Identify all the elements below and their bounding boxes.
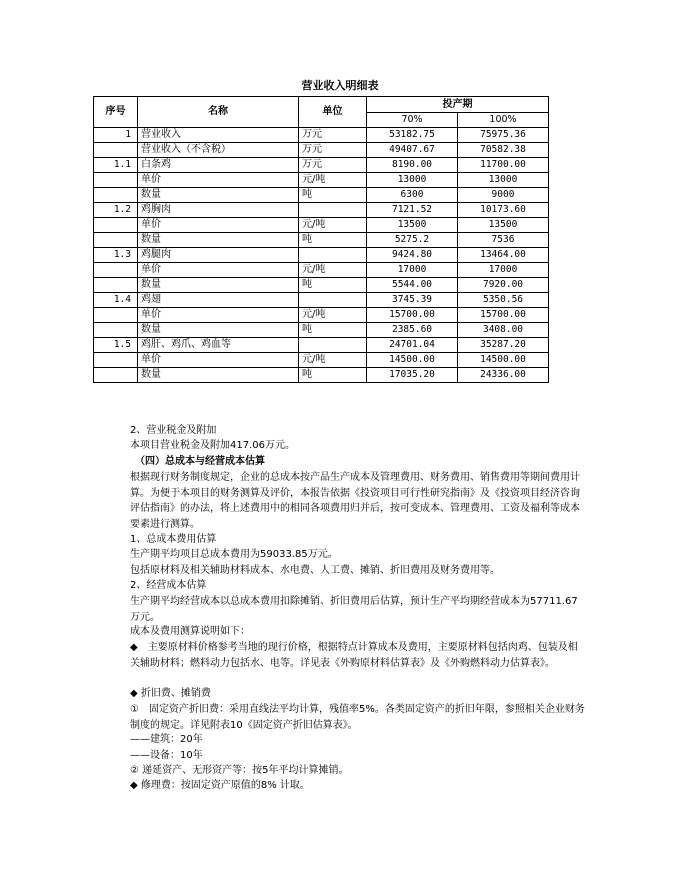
para-cost-basis: 根据现行财务制度规定，企业的总成本按产品生产成本及管理费用、财务费用、销售费用等期间费用计算。为便于本项目的财务测算及评价，本报告依据《投资项目可行性研究指南》及《投资项目经济咨询评估指南》的办法，将上述费用中的相同各项费用归并后，按可变成本、管理费用、工资及福利等成本要素进行测算。 <box>130 472 580 530</box>
row-name: 数量 <box>138 233 299 248</box>
table-row <box>94 248 549 263</box>
table-row <box>94 353 549 368</box>
header-unit: 单位 <box>299 97 367 128</box>
tax-line: 本项目营业税金及附加417.06万元。 <box>130 440 295 451</box>
row-name: 白条鸡 <box>138 158 299 173</box>
row-unit: 吨 <box>299 188 367 203</box>
row-value-100: 7920.00 <box>458 278 549 293</box>
table-row <box>94 128 549 143</box>
table-row <box>94 173 549 188</box>
row-unit: 吨 <box>299 278 367 293</box>
table-row <box>94 233 549 248</box>
row-value-100: 75975.36 <box>458 128 549 143</box>
row-value-70: 14500.00 <box>367 353 458 368</box>
depreciation-heading: ◆ 折旧费、摊销费 <box>130 688 211 699</box>
row-value-70: 53182.75 <box>367 128 458 143</box>
table-row <box>94 218 549 233</box>
row-name: 数量 <box>138 188 299 203</box>
row-name: 单价 <box>138 218 299 233</box>
row-name: 鸡肝、鸡爪、鸡血等 <box>138 338 299 353</box>
row-value-70: 5544.00 <box>367 278 458 293</box>
row-value-70: 6300 <box>367 188 458 203</box>
table-row <box>94 323 549 338</box>
row-value-100: 13000 <box>458 173 549 188</box>
table-row <box>94 368 549 383</box>
row-unit: 万元 <box>299 158 367 173</box>
row-name: 鸡翅 <box>138 293 299 308</box>
header-100: 100% <box>458 113 549 128</box>
row-value-70: 2385.60 <box>367 323 458 338</box>
row-value-70: 49407.67 <box>367 143 458 158</box>
row-value-100: 3408.00 <box>458 323 549 338</box>
table-row <box>94 188 549 203</box>
table-row <box>94 263 549 278</box>
row-value-100: 10173.60 <box>458 203 549 218</box>
repair-line: ◆ 修理费：按固定资产原值的8% 计取。 <box>130 780 310 791</box>
row-number <box>94 173 138 188</box>
row-value-100: 70582.38 <box>458 143 549 158</box>
row-unit: 吨 <box>299 233 367 248</box>
row-value-100: 35287.20 <box>458 338 549 353</box>
table-row <box>94 278 549 293</box>
row-name: 鸡腿肉 <box>138 248 299 263</box>
para-materials: ◆ 主要原材料价格参考当地的现行价格，根据特点计算成本及费用，主要原材料包括肉鸡、包装及相关辅助材料；燃料动力包括水、电等。详见表《外购原材料估算表》及《外购燃料动力估算表》。 <box>130 642 578 669</box>
row-value-100: 13500 <box>458 218 549 233</box>
row-number <box>94 353 138 368</box>
row-unit: 元/吨 <box>299 308 367 323</box>
row-value-70: 17000 <box>367 263 458 278</box>
row-unit <box>299 203 367 218</box>
row-value-100: 17000 <box>458 263 549 278</box>
equipment-years: ——设备：10年 <box>130 750 203 761</box>
row-value-70: 5275.2 <box>367 233 458 248</box>
total-cost-includes: 包括原材料及相关辅助材料成本、水电费、人工费、摊销、折旧费用及财务费用等。 <box>130 565 500 576</box>
row-number <box>94 218 138 233</box>
row-value-100: 5350.56 <box>458 293 549 308</box>
row-value-70: 13500 <box>367 218 458 233</box>
row-unit: 万元 <box>299 128 367 143</box>
row-number <box>94 368 138 383</box>
row-name: 鸡胸肉 <box>138 203 299 218</box>
row-unit: 吨 <box>299 323 367 338</box>
notes-heading: 成本及费用测算说明如下： <box>130 626 250 637</box>
row-unit <box>299 248 367 263</box>
row-unit: 元/吨 <box>299 353 367 368</box>
row-number: 1.5 <box>94 338 138 353</box>
operating-cost-heading: 2、经营成本估算 <box>130 580 207 591</box>
row-value-100: 24336.00 <box>458 368 549 383</box>
row-unit <box>299 293 367 308</box>
table-row <box>94 293 549 308</box>
table-row <box>94 158 549 173</box>
row-value-100: 9000 <box>458 188 549 203</box>
row-name: 单价 <box>138 353 299 368</box>
header-70: 70% <box>367 113 458 128</box>
tax-heading: 2、营业税金及附加 <box>130 425 217 436</box>
table-title: 营业收入明细表 <box>301 79 379 92</box>
row-number <box>94 143 138 158</box>
row-unit: 吨 <box>299 368 367 383</box>
row-number <box>94 233 138 248</box>
total-cost-line: 生产期平均项目总成本费用为59033.85万元。 <box>130 549 338 560</box>
row-number: 1 <box>94 128 138 143</box>
revenue-table <box>93 96 549 383</box>
row-value-70: 3745.39 <box>367 293 458 308</box>
row-value-70: 7121.52 <box>367 203 458 218</box>
row-unit: 元/吨 <box>299 263 367 278</box>
row-value-100: 15700.00 <box>458 308 549 323</box>
para-fixed-assets: ① 固定资产折旧费：采用直线法平均计算，残值率5%。各类固定资产的折旧年限，参照相关企业财务制度的规定。详见附表10《固定资产折旧估算表》。 <box>130 704 585 731</box>
header-no: 序号 <box>94 97 138 128</box>
row-value-70: 17035.20 <box>367 368 458 383</box>
row-name: 单价 <box>138 173 299 188</box>
row-number: 1.4 <box>94 293 138 308</box>
row-value-70: 15700.00 <box>367 308 458 323</box>
row-value-100: 13464.00 <box>458 248 549 263</box>
row-unit: 万元 <box>299 143 367 158</box>
row-name: 数量 <box>138 278 299 293</box>
row-number <box>94 308 138 323</box>
row-name: 营业收入 <box>138 128 299 143</box>
total-cost-heading: 1、总成本费用估算 <box>130 534 217 545</box>
table-row <box>94 203 549 218</box>
table-row <box>94 143 549 158</box>
row-number <box>94 323 138 338</box>
row-value-100: 7536 <box>458 233 549 248</box>
row-name: 数量 <box>138 368 299 383</box>
row-number <box>94 188 138 203</box>
table-row <box>94 338 549 353</box>
row-name: 营业收入（不含税） <box>138 143 299 158</box>
section-heading: （四）总成本与经营成本估算 <box>135 456 265 467</box>
header-period: 投产期 <box>367 97 549 113</box>
row-value-70: 8190.00 <box>367 158 458 173</box>
row-name: 单价 <box>138 308 299 323</box>
row-value-100: 11700.00 <box>458 158 549 173</box>
row-value-70: 13000 <box>367 173 458 188</box>
row-number <box>94 263 138 278</box>
row-number <box>94 278 138 293</box>
row-unit: 元/吨 <box>299 173 367 188</box>
amortization-line: ② 递延资产、无形资产等：按5年平均计算摊销。 <box>130 765 349 776</box>
row-number: 1.3 <box>94 248 138 263</box>
row-unit: 元/吨 <box>299 218 367 233</box>
building-years: ——建筑：20年 <box>130 734 203 745</box>
row-name: 单价 <box>138 263 299 278</box>
row-number: 1.1 <box>94 158 138 173</box>
para-operating-cost: 生产期平均经营成本以总成本费用扣除摊销、折旧费用后估算，预计生产平均期经营成本为57711.67万元。 <box>130 596 578 623</box>
row-value-100: 14500.00 <box>458 353 549 368</box>
row-name: 数量 <box>138 323 299 338</box>
row-number: 1.2 <box>94 203 138 218</box>
row-unit <box>299 338 367 353</box>
row-value-70: 9424.80 <box>367 248 458 263</box>
row-value-70: 24701.04 <box>367 338 458 353</box>
table-row <box>94 308 549 323</box>
header-name: 名称 <box>138 97 299 128</box>
